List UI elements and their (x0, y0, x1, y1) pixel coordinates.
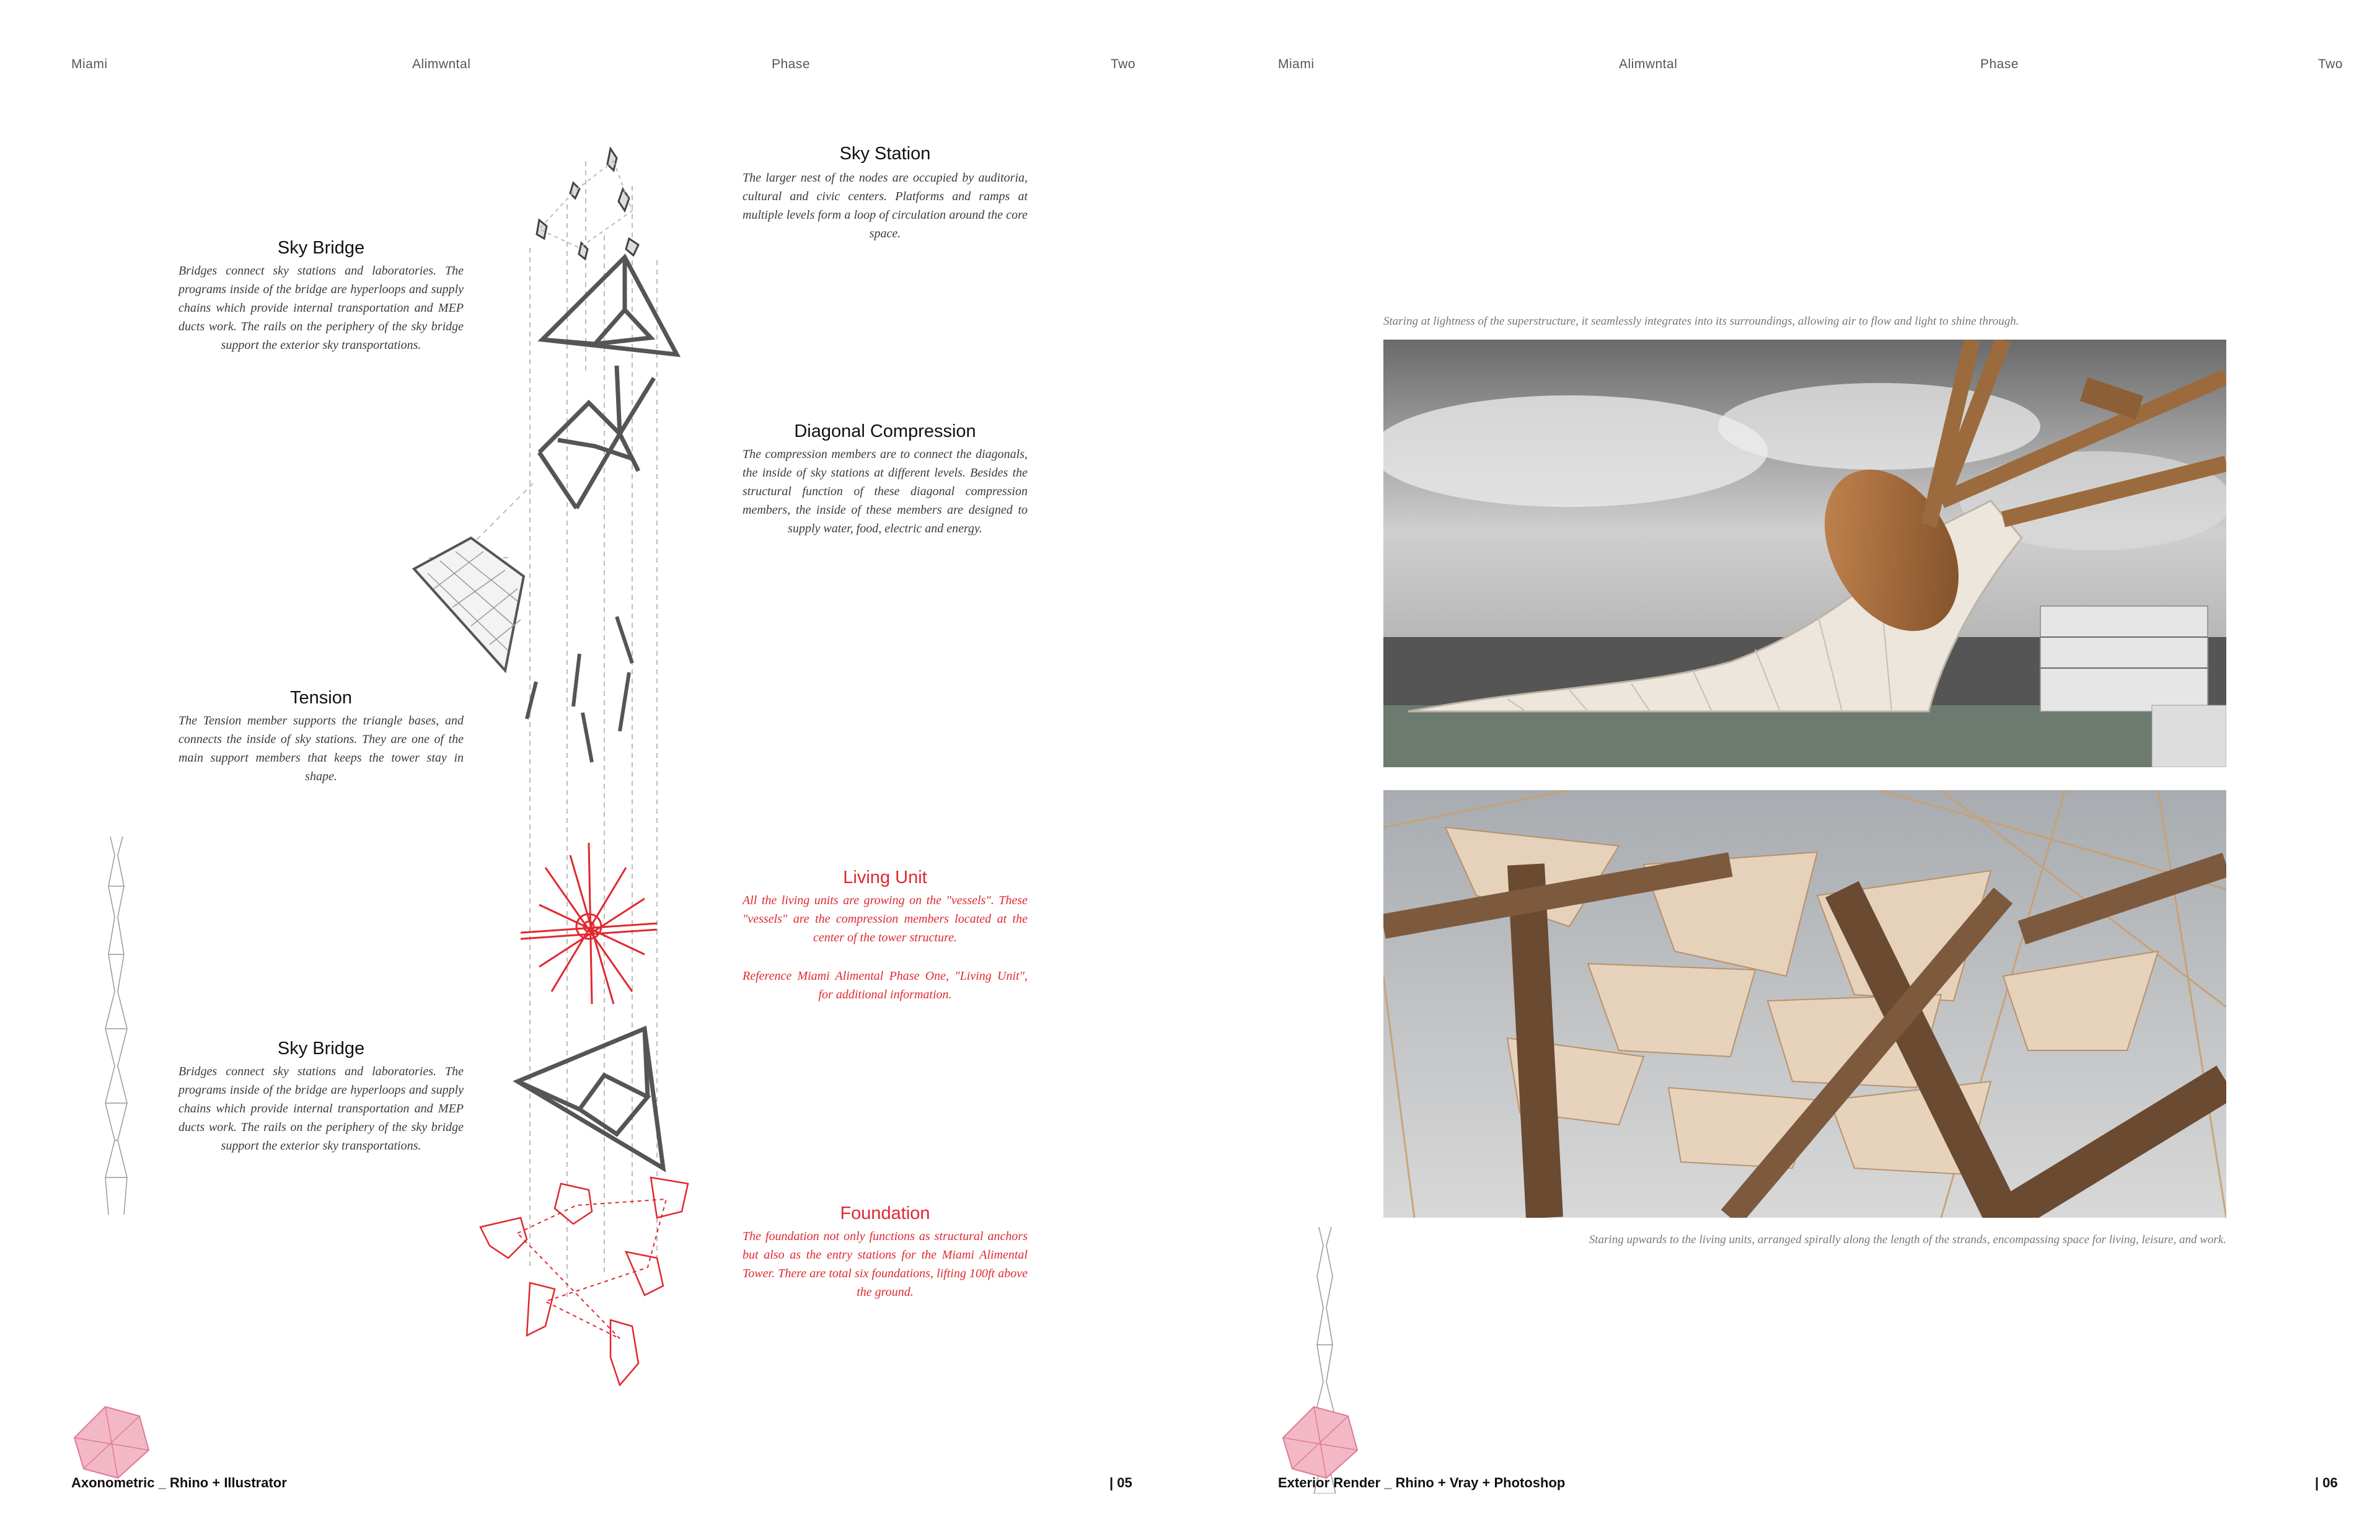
tower-thumbnail-right (1271, 1215, 1395, 1494)
label-title: Living Unit (843, 868, 927, 887)
header-item: Alimwntal (412, 57, 471, 71)
label-title: Sky Bridge (277, 1039, 365, 1058)
label-title: Sky Station (839, 144, 931, 164)
page-number: | 06 (2315, 1475, 2338, 1490)
label-title: Foundation (840, 1203, 930, 1223)
label-text: The larger nest of the nodes are occupied by auditoria, cultural and civic centers. Platforms and ramps at multiple levels form a loop of circulation around the core space. (743, 171, 1028, 240)
header-item: Phase (772, 57, 811, 71)
label-text: The foundation not only functions as structural anchors but also as the entry stations for the Miami Alimental Tower. There are total six foundations, lifting 100ft above the ground. (743, 1230, 1028, 1299)
footer-label: Exterior Render _ Rhino + Vray + Photoshop (1278, 1475, 1566, 1490)
label-text: Bridges connect sky stations and laboratories. The programs inside of the bridge are hyperloops and supply chains which provide internal transportation and MEP ducts work. The rails on the periphery of the sky bridge support the exterior sky transportations. (178, 264, 464, 352)
exterior-render-photo (1383, 340, 2226, 767)
header-item: Two (2318, 57, 2343, 71)
label-text: All the living units are growing on the "vessels". These "vessels" are the compression members located at the center of the tower structure. (743, 894, 1028, 944)
page-number: | 05 (1109, 1475, 1132, 1490)
living-unit-cluster (521, 843, 657, 1004)
label-text: The Tension member supports the triangle bases, and connects the inside of sky stations. They are one of the main support members that keeps the tower stay in shape. (178, 714, 464, 783)
header-item: Alimwntal (1619, 57, 1678, 71)
diagonal-compression (539, 366, 654, 508)
tension-members (527, 617, 632, 762)
tower-thumbnail (74, 837, 149, 1478)
header-item: Phase (1980, 57, 2019, 71)
header-item: Miami (71, 57, 108, 71)
footer-label: Axonometric _ Rhino + Illustrator (71, 1475, 287, 1490)
foundations (480, 1177, 688, 1385)
label-text: Bridges connect sky stations and laboratories. The programs inside of the bridge are hyperloops and supply chains which provide internal transportation and MEP ducts work. The rails on the periphery of the sky bridge support the exterior sky transportations. (178, 1065, 464, 1153)
label-text-reference: Reference Miami Alimental Phase One, "Living Unit", for additional information. (743, 969, 1028, 1001)
caption-top: Staring at lightness of the superstructure, it seamlessly integrates into its surroundings, allowing air to flow and light to shine through. (1383, 315, 2019, 328)
header-item: Miami (1278, 57, 1315, 71)
label-title: Sky Bridge (277, 238, 365, 258)
label-text: The compression members are to connect the diagonals, the inside of sky stations at different levels. Besides the structural function of these diagonal compression members, the inside of these members are designed to supply water, food, electric and energy. (743, 447, 1028, 535)
header-item: Two (1111, 57, 1136, 71)
caption-bottom: Staring upwards to the living units, arranged spirally along the length of the strands, encompassing space for living, leisure, and work. (1589, 1233, 2226, 1246)
label-title: Tension (290, 688, 352, 708)
label-title: Diagonal Compression (794, 421, 976, 441)
living-units-render-photo (1383, 790, 2226, 1218)
sky-bridge-lower (518, 1029, 663, 1168)
